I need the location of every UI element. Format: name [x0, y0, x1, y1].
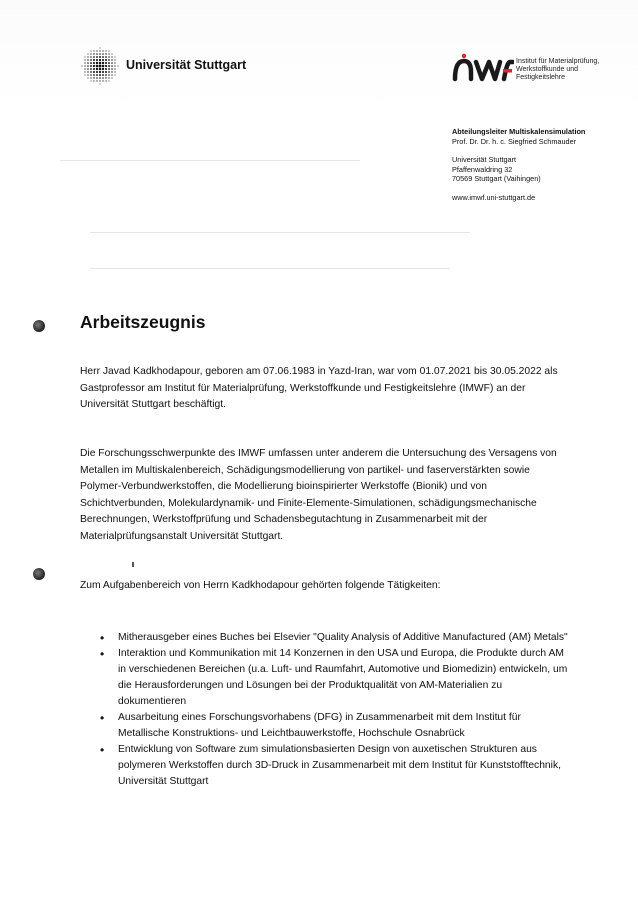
institute-name-line: Institut für Materialprüfung, [516, 58, 600, 65]
list-item-text: Mitherausgeber eines Buches bei Elsevier "Quality Analysis of Additive Manufactured (AM) Metals" [118, 632, 568, 643]
list-item [80, 630, 570, 646]
list-item [80, 646, 570, 710]
paragraph-research: Die Forschungsschwerpunkte des IMWF umfassen unter anderem die Untersuchung des Versagens von Metallen im Multiskalenbereich, Schädigungsmodellierung von partikel- und faserverstärkten sowie Polymer-Verbundwerkstoffen, die Modellierung bioinspirierter Werkstoffe (Bionik) und von Schichtverbunden, Molekulardynamik- und Finite-Elemente-Simulationen, schädigungsmechanische Berechnungen, Werkstoffprüfung und Schadensbegutachtung in Zusammenarbeit mit der Materialprüfungsanstalt Universität Stuttgart. [80, 448, 557, 542]
list-item-text: Entwicklung von Software zum simulationsbasierten Design von auxetischen Strukturen aus polymeren Werkstoffen durch 3D-Druck in Zusammenarbeit mit dem Institut für Kunststofftechnik, Universität Stuttgart [118, 744, 561, 787]
institute-logo [452, 52, 514, 84]
university-logo [80, 46, 120, 86]
head-name: Prof. Dr. Dr. h. c. Siegfried Schmauder [452, 136, 577, 146]
university-name: Universität Stuttgart [126, 58, 247, 72]
department-name: Abteilungsleiter Multiskalensimulation [452, 127, 586, 136]
bullet-icon: • [100, 647, 105, 661]
list-item [80, 742, 570, 790]
task-list [80, 630, 570, 790]
bullet-icon: • [100, 631, 105, 645]
scan-mark [132, 562, 134, 567]
document-title: Arbeitszeugnis [80, 312, 206, 332]
punch-hole [33, 568, 45, 580]
bullet-icon: • [100, 743, 105, 757]
institute-name-line: Festigkeitslehre [516, 74, 566, 81]
address-line: Universität Stuttgart [452, 155, 517, 164]
address-line: Pfaffenwaldring 32 [452, 164, 513, 174]
paragraph-tasks-intro: Zum Aufgabenbereich von Herrn Kadkhodapour gehörten folgende Tätigkeiten: [80, 580, 441, 591]
bullet-icon: • [100, 711, 105, 725]
list-item [80, 710, 570, 742]
paragraph-employment: Herr Javad Kadkhodapour, geboren am 07.06.1983 in Yazd-Iran, war vom 01.07.2021 bis 30.05.2022 als Gastprofessor am Institut für Materialprüfung, Werkstoffkunde und Festigkeitslehre (IMWF) an der Universität Stuttgart beschäftigt. [80, 366, 558, 411]
institute-name-line: Werkstoffkunde und [516, 66, 579, 73]
punch-hole [33, 320, 45, 332]
institute-name [516, 58, 599, 82]
list-item-text: Interaktion und Kommunikation mit 14 Konzernen in den USA und Europa, die Produkte durch AM in verschiedenen Bereichen (u.a. Luft- und Raumfahrt, Automotive und Biomedizin) entwickeln, um die Herausforderungen und Lösungen bei der Produktqualität von AM-Materialien zu dokumentieren [118, 648, 568, 707]
address-line: 70569 Stuttgart (Vaihingen) [452, 174, 541, 183]
website-link[interactable]: www.imwf.uni-stuttgart.de [452, 192, 536, 202]
list-item-text: Ausarbeitung eines Forschungsvorhabens (DFG) in Zusammenarbeit mit dem Institut für Metallische Konstruktions- und Leichtbauwerkstoffe, Hochschule Osnabrück [118, 712, 521, 739]
contact-block [452, 127, 585, 202]
